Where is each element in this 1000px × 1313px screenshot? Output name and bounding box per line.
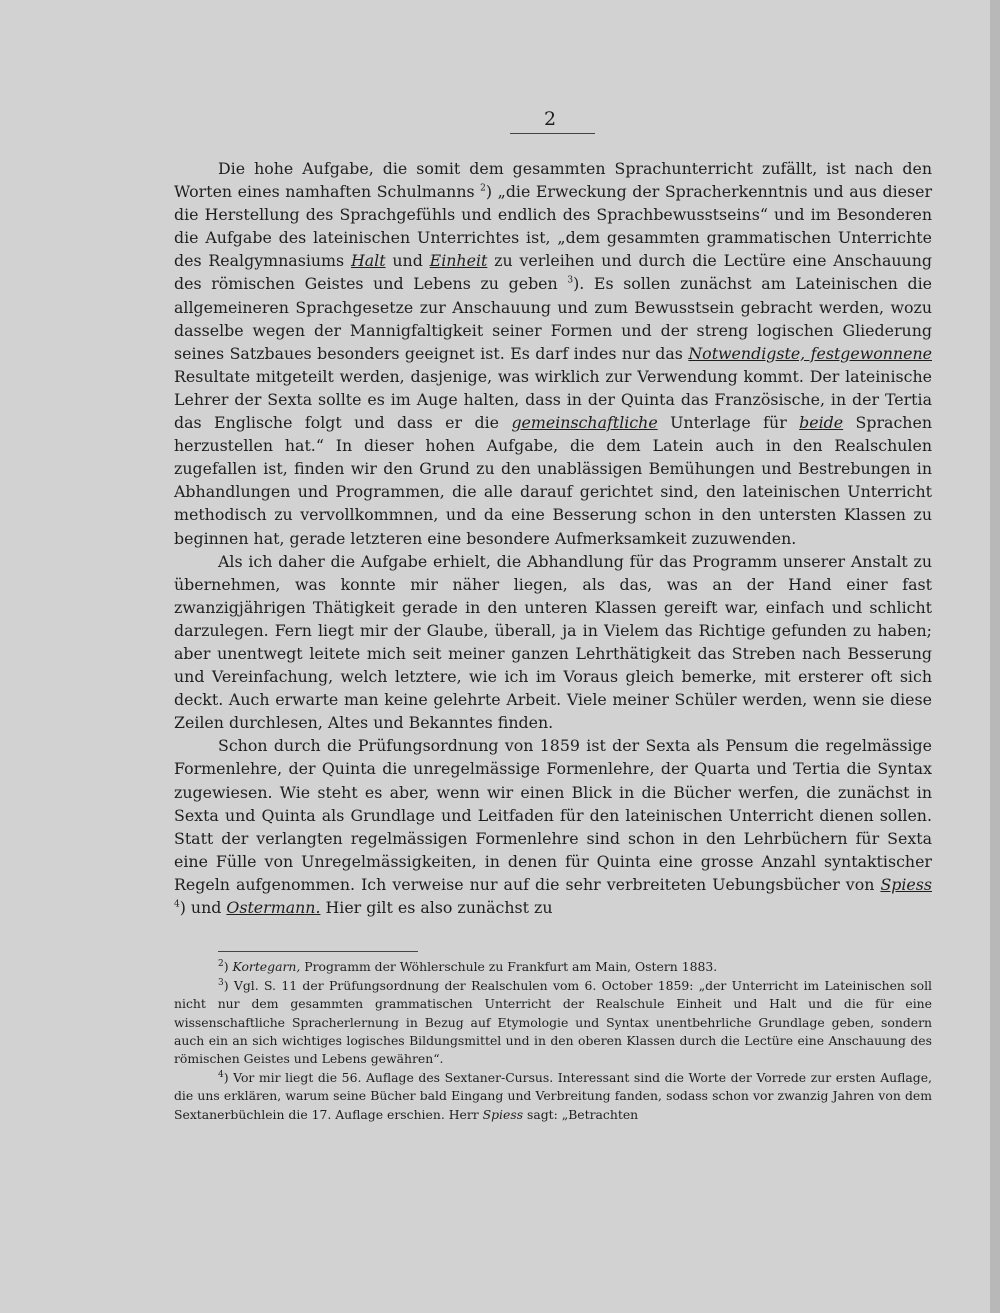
paragraph: [174, 157, 932, 550]
text-run: Resultate mitgeteilt werden, dasjenige, was wirklich zur Verwendung kommt. Der lateinische Lehrer der Sexta sollte es im Auge halten, dass in der Quinta das Französische, in der Tertia das Englische folgt und dass er die: [174, 366, 932, 433]
underline: [226, 898, 320, 917]
footnote: [174, 958, 932, 976]
text-run: Programm der Wöhlerschule zu Frankfurt am Main, Ostern 1883.: [300, 959, 718, 974]
page-edge-shadow: [990, 0, 1000, 1313]
text-run: Sprachen herzustellen hat.“ In dieser hohen Aufgabe, die dem Latein auch in den Realschulen zugefallen ist, finden wir den Grund zu den unablässigen Bemühungen und Bestrebungen in Abhandlungen und Programmen, die alle darauf gerichtet sind, den lateinischen Unterricht methodisch zu vervollkommnen, und da eine Besserung schon in den untersten Klassen zu beginnen hat, gerade letzteren eine besondere Aufmerksamkeit zuzuwenden.: [174, 413, 933, 548]
footnote-marker: 4: [174, 899, 180, 910]
text-run: ) Vgl. S. 11 der Prüfungsordnung der Realschulen vom 6. October 1859: „der Unterricht im Lateinischen soll nicht nur dem gesammten grammatischen Unterricht der Realschule Einheit und Halt und die für eine wissenschaftliche Spracherlernung in Bezug auf Etymologie und Syntax unentbehrliche Grundlage geben, sondern auch ein an sich wichtiges logisches Bildungsmittel und in den oberen Klassen durch die Lectüre eine Anschauung des römischen Geistes und Lebens gewähren“.: [174, 978, 932, 1067]
footnote-marker: 4: [218, 1070, 224, 1081]
underline: [688, 344, 932, 363]
footnote-marker: 2: [218, 958, 224, 969]
emphasized-term: Einheit: [429, 251, 488, 271]
text-run: sagt: „Betrachten: [523, 1106, 639, 1122]
footnotes: [174, 958, 932, 1125]
paragraph: [174, 734, 932, 919]
footnote: [174, 1069, 932, 1124]
text-run: Als ich daher die Aufgabe erhielt, die Abhandlung für das Programm unserer Anstalt zu übernehmen, was konnte mir näher liegen, als das, was an der Hand einer fast zwanzigjährigen Thätigkeit gerade in den unteren Klassen gereift war, einfach und schlicht darzulegen. Fern liegt mir der Glaube, überall, ja in Vielem das Richtige gefunden zu haben; aber unentwegt leitete mich seit meiner ganzen Lehrthätigkeit das Streben nach Besserung und Vereinfachung, welch letztere, wie ich im Voraus gleich bemerke, mit ersterer oft sich deckt. Auch erwarte man keine gelehrte Arbeit. Viele meiner Schüler werden, wenn sie diese Zeilen durchlesen, Altes und Bekanntes finden.: [174, 551, 932, 733]
italic-name: Kortegarn,: [232, 959, 301, 974]
footnote-rule: [218, 951, 418, 952]
underline: [430, 251, 488, 270]
underline: [351, 251, 386, 270]
emphasized-term: Ostermann.: [226, 898, 321, 917]
emphasized-term: gemeinschaftliche: [511, 413, 658, 433]
page-number-rule: [510, 133, 595, 134]
footnote: [174, 977, 932, 1068]
page-number: 2: [543, 108, 557, 130]
text-run: zu verleihen und durch die Lectüre eine Anschauung des römischen Geistes und Lebens zu geben: [174, 251, 932, 294]
text-run: Hier gilt es also zunächst zu: [320, 898, 553, 917]
text-run: ) „die Erweckung der Spracherkenntnis und aus dieser die Herstellung des Sprachgefühls und endlich des Sprachbewusstseins“ und im Besonderen die Aufgabe des lateinischen Unterrichtes ist, „dem gesammten grammatischen Unterrichte des Realgymnasiums: [174, 182, 932, 271]
emphasized-term: Notwendigste, festgewonnene: [688, 343, 932, 363]
underline: [799, 413, 843, 432]
text-run: ) und: [179, 898, 227, 917]
footnote-marker: 3: [218, 978, 224, 989]
italic-name: Spiess: [482, 1106, 524, 1122]
text-run: Die hohe Aufgabe, die somit dem gesammten Sprachunterricht zufällt, ist nach den Worten eines namhaften Schulmanns: [174, 159, 932, 202]
text-run: Schon durch die Prüfungsordnung von 1859 ist der Sexta als Pensum die regelmässige Formenlehre, der Quinta die unregelmässige Formenlehre, der Quarta und Tertia die Syntax zugewiesen. Wie steht es aber, wenn wir einen Blick in die Bücher werfen, die zunächst in Sexta und Quinta als Grundlage und Leitfaden für den lateinischen Unterricht dienen sollen. Statt der verlangten regelmässigen Formenlehre sind schon in den Lehrbüchern für Sexta eine Fülle von Unregelmässigkeiten, in denen für Quinta eine grosse Anzahl syntaktischer Regeln aufgenommen. Ich verweise nur auf die sehr verbreiteten Uebungsbücher von: [174, 736, 932, 894]
text-run: ) Vor mir liegt die 56. Auflage des Sextaner-Cursus. Interessant sind die Worte der Vorrede zur ersten Auflage, die uns erklären, warum seine Bücher bald Eingang und Verbreitung fanden, sodass schon vor zwanzig Jahren von dem Sextanerbüchlein die 17. Auflage erschien. Herr: [174, 1070, 932, 1122]
text-run: Unterlage für: [657, 413, 800, 433]
text-run: und: [385, 251, 430, 271]
underline: [880, 875, 932, 894]
emphasized-term: beide: [799, 413, 844, 433]
footnote-marker: 2: [480, 183, 486, 194]
paragraph: [174, 550, 932, 735]
underline: [511, 413, 657, 432]
body-text: [174, 157, 932, 919]
text-run: ): [223, 959, 233, 974]
emphasized-term: Spiess: [880, 874, 932, 894]
emphasized-term: Halt: [350, 251, 386, 271]
text-run: ). Es sollen zunächst am Lateinischen die allgemeineren Sprachgesetze zur Anschauung und zum Bewusstsein gebracht werden, wozu dasselbe wegen der Mannigfaltigkeit seiner Formen und der streng logischen Gliederung seines Satzbaues besonders geeignet ist. Es darf indes nur das: [174, 274, 933, 363]
footnote-marker: 3: [567, 276, 574, 287]
